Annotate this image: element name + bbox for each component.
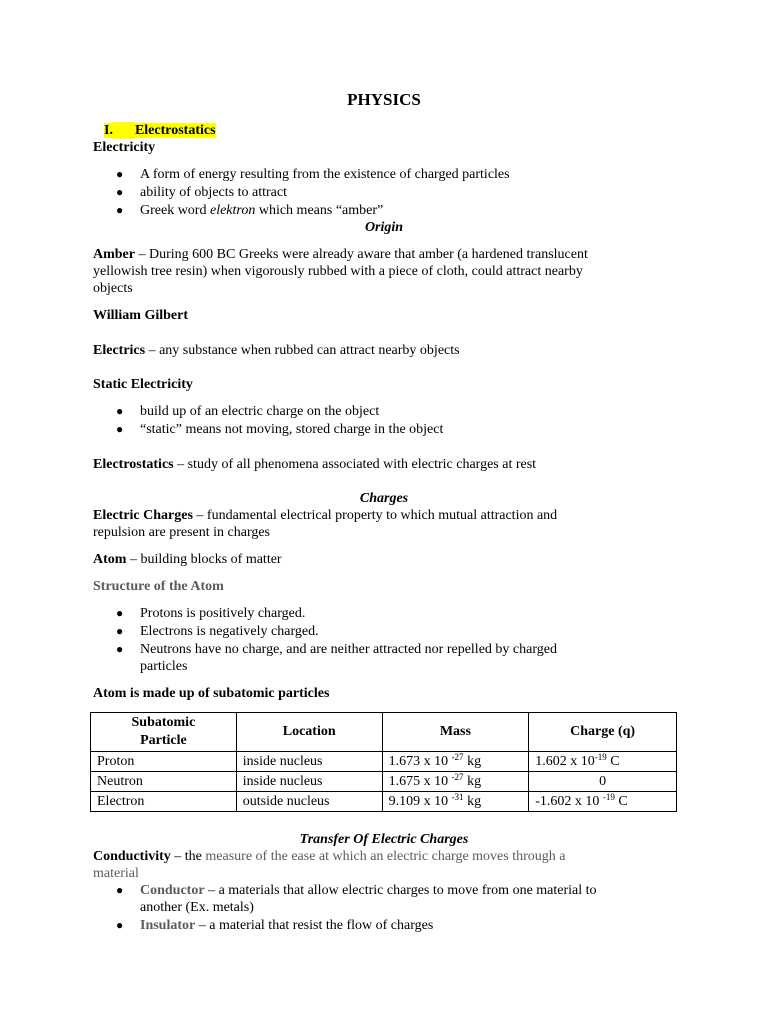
table-row	[91, 772, 677, 792]
list-item: build up of an electric charge on the object	[140, 404, 380, 419]
cell-mass: 9.109 x 10 $^{-31}$ kg	[382, 792, 529, 812]
subatomic-table	[90, 712, 677, 812]
list-item: ability of objects to attract	[140, 185, 287, 200]
bullet-icon: ●	[116, 918, 124, 932]
conductivity-line-2: material	[93, 866, 139, 881]
column-header-charge: Charge (q)	[529, 713, 677, 752]
section-label: Electrostatics	[134, 123, 216, 138]
subatomic-heading: Atom is made up of subatomic particles	[93, 686, 330, 701]
structure-heading: Structure of the Atom	[93, 579, 224, 594]
cell-location: inside nucleus	[236, 752, 382, 772]
page-title: PHYSICS	[347, 90, 421, 109]
column-header-location: Location	[236, 713, 382, 752]
electric-charges-term: Electric Charges	[93, 508, 193, 523]
cell-charge: 1.602 x $10^{-19}$ C	[529, 752, 677, 772]
bullet-icon: ●	[116, 422, 124, 436]
cell-particle: Proton	[91, 752, 237, 772]
amber-paragraph: Amber – During 600 BC Greeks were already aware that amber (a hardened translucent	[93, 247, 588, 262]
table-header-row	[91, 713, 677, 752]
list-item: Electrons is negatively charged.	[140, 624, 319, 639]
list-item: Protons is positively charged.	[140, 606, 306, 621]
atom-paragraph: Atom – building blocks of matter	[93, 552, 282, 567]
list-item: Neutrons have no charge, and are neither attracted nor repelled by charged	[140, 642, 557, 657]
list-item: “static” means not moving, stored charge in the object	[140, 422, 444, 437]
conductivity-term: Conductivity	[93, 849, 171, 864]
list-item: Conductor – a materials that allow electric charges to move from one material to	[140, 883, 597, 898]
amber-line-2: yellowish tree resin) when vigorously rubbed with a piece of cloth, could attract nearby	[93, 264, 583, 279]
column-header-particle: Subatomic Particle	[91, 713, 237, 752]
static-heading: Static Electricity	[93, 377, 193, 392]
bullet-icon: ●	[116, 606, 124, 620]
cell-mass: 1.673 x 10 $^{-27}$ kg	[382, 752, 529, 772]
electric-charges-paragraph: Electric Charges – fundamental electrical property to which mutual attraction and	[93, 508, 558, 523]
bullet-icon: ●	[116, 167, 124, 181]
list-item: Greek word elektron which means “amber”	[140, 203, 384, 218]
bullet-icon: ●	[116, 203, 124, 217]
cell-charge: -1.602 x 10 $^{-19}$ C	[529, 792, 677, 812]
cell-charge: 0	[529, 772, 677, 792]
cell-particle: Neutron	[91, 772, 237, 792]
electric-charges-line-2: repulsion are present in charges	[93, 525, 271, 540]
gilbert-heading: William Gilbert	[93, 308, 189, 323]
bullet-icon: ●	[116, 624, 124, 638]
list-item-continuation: particles	[140, 659, 188, 674]
atom-term: Atom	[93, 552, 127, 567]
electrics-paragraph: Electrics – any substance when rubbed can attract nearby objects	[93, 343, 460, 358]
table-row	[91, 792, 677, 812]
conductivity-paragraph: Conductivity – the measure of the ease at which an electric charge moves through a	[93, 849, 566, 864]
list-item: A form of energy resulting from the existence of charged particles	[140, 167, 510, 182]
bullet-icon: ●	[116, 642, 124, 656]
electrics-term: Electrics	[93, 343, 146, 358]
list-item-continuation: another (Ex. metals)	[140, 900, 254, 915]
cell-mass: 1.675 x 10 $^{-27}$ kg	[382, 772, 529, 792]
column-header-mass: Mass	[382, 713, 529, 752]
conductor-term: Conductor	[140, 883, 205, 898]
transfer-heading: Transfer Of Electric Charges	[299, 832, 469, 847]
section-heading	[104, 122, 216, 139]
amber-line-3: objects	[93, 281, 133, 296]
cell-location: inside nucleus	[236, 772, 382, 792]
origin-heading: Origin	[364, 220, 404, 235]
section-number: I.	[104, 123, 113, 138]
list-item: Insulator – a material that resist the flow of charges	[140, 918, 434, 933]
electrostatics-term: Electrostatics	[93, 457, 174, 472]
bullet-icon: ●	[116, 185, 124, 199]
table-row	[91, 752, 677, 772]
cell-location: outside nucleus	[236, 792, 382, 812]
bullet-icon: ●	[116, 404, 124, 418]
greek-word: elektron	[209, 203, 256, 218]
insulator-term: Insulator	[140, 918, 196, 933]
cell-particle: Electron	[91, 792, 237, 812]
amber-term: Amber	[93, 247, 135, 262]
electricity-heading: Electricity	[93, 140, 156, 155]
bullet-icon: ●	[116, 883, 124, 897]
electrostatics-paragraph: Electrostatics – study of all phenomena associated with electric charges at rest	[93, 457, 537, 472]
charges-heading: Charges	[359, 491, 409, 506]
